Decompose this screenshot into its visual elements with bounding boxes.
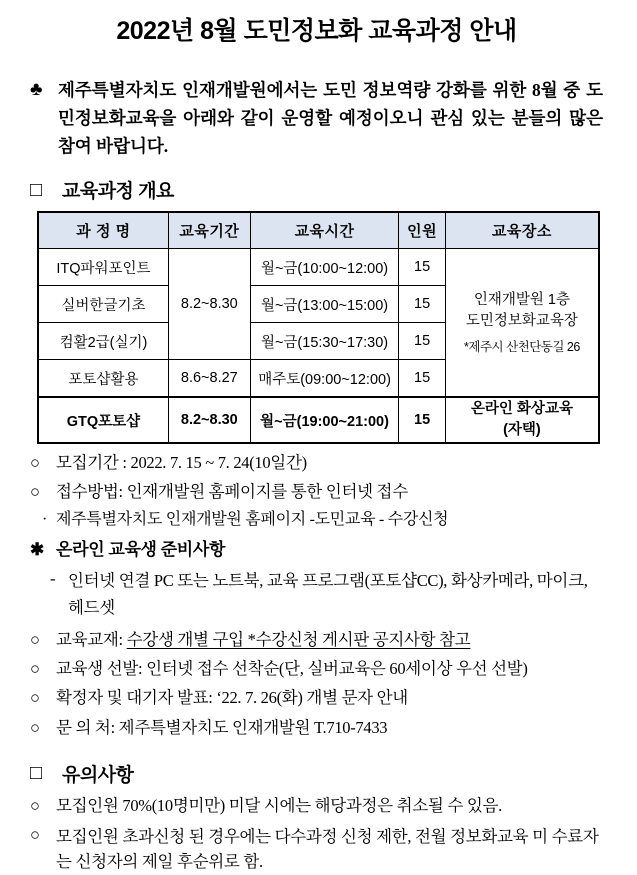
notice-textbook [30, 629, 603, 650]
square-bullet-icon: □ [30, 762, 42, 785]
circle-bullet-icon: ○ [30, 630, 40, 650]
cell-seats: 15 [399, 249, 445, 286]
notice-contact [30, 717, 603, 738]
cell-course: 실버한글기초 [38, 286, 168, 323]
notice-prep-detail [50, 568, 603, 621]
cell-seats: 15 [399, 397, 445, 443]
notice-text: 문 의 처: 제주특별자치도 인재개발원 T.710-7433 [56, 717, 388, 737]
section-title: 유의사항 [62, 764, 134, 786]
header-location: 교육장소 [445, 212, 599, 249]
cell-period-merged: 8.2~8.30 [168, 249, 250, 360]
square-bullet-icon: □ [30, 178, 42, 201]
circle-bullet-icon: ○ [30, 717, 40, 737]
circle-bullet-icon: ○ [30, 795, 40, 815]
cell-time: 월~금(19:00~21:00) [250, 397, 399, 443]
cell-seats: 15 [399, 323, 445, 360]
intro-paragraph [30, 76, 603, 160]
section-header-caution [30, 760, 603, 787]
cell-course: 포토샵활용 [38, 360, 168, 398]
header-time: 교육시간 [250, 212, 399, 249]
online-location-line2: (자택) [503, 422, 541, 439]
cell-time: 월~금(15:30~17:30) [250, 323, 399, 360]
notice-apply-method [30, 481, 603, 502]
section-header-overview [30, 176, 603, 203]
notice-text: 모집기간 : 2022. 7. 15 ~ 7. 24(10일간) [56, 453, 307, 473]
notice-text: 확정자 및 대기자 발표: ‘22. 7. 26(화) 개별 문자 안내 [56, 688, 408, 708]
cell-course: GTQ포토샵 [38, 397, 168, 443]
location-line2: 도민정보화교육장 [465, 313, 578, 329]
notice-apply-path [42, 510, 603, 530]
notice-announcement [30, 687, 603, 708]
dot-bullet-icon: · [42, 511, 48, 529]
caution-text: 모집인원 70%(10명미만) 미달 시에는 해당과정은 취소될 수 있음. [56, 795, 502, 815]
header-seats: 인원 [399, 212, 445, 249]
page-title: 2022년 8월 도민정보화 교육과정 안내 [116, 17, 517, 45]
textbook-underlined-text: 수강생 개별 구입 *수강신청 게시판 공지사항 참고 [126, 630, 471, 650]
asterisk-bullet-icon: ✱ [30, 539, 44, 559]
table-header-row [38, 212, 599, 249]
cell-course: 컴활2급(실기) [38, 323, 168, 360]
caution-text: 모집인원 초과신청 된 경우에는 다수과정 신청 제한, 전월 정보화교육 미 수료자는 신청자의 제일 후순위로 함. [56, 826, 599, 872]
caution-item [30, 824, 603, 875]
header-period: 교육기간 [168, 212, 250, 249]
notice-text [56, 629, 470, 650]
location-line1: 인재개발원 1층 [473, 291, 570, 308]
cell-location-online [445, 397, 599, 443]
circle-bullet-icon: ○ [30, 824, 40, 844]
intro-text: 제주특별자치도 인재개발원에서는 도민 정보역량 강화를 위한 8월 중 도민정보화교육을 아래와 같이 운영할 예정이오니 관심 있는 분들의 많은 참여 바랍니다. [58, 80, 603, 156]
header-course: 과 정 명 [38, 212, 168, 249]
table-row-gtq [38, 397, 599, 443]
cell-time: 월~금(10:00~12:00) [250, 249, 399, 286]
dash-bullet-icon: - [50, 569, 56, 589]
section-title: 교육과정 개요 [62, 181, 174, 202]
cell-seats: 15 [399, 360, 445, 398]
course-table [37, 211, 600, 444]
notice-text: 접수방법: 인재개발원 홈페이지를 통한 인터넷 접수 [56, 482, 408, 502]
notice-selection [30, 658, 603, 679]
cell-course: ITQ파워포인트 [38, 249, 168, 286]
notice-online-prep-header [30, 539, 603, 561]
cell-location-merged [445, 249, 599, 398]
cell-time: 월~금(13:00~15:00) [250, 286, 399, 323]
notice-recruit-period [30, 452, 603, 473]
cell-period: 8.6~8.27 [168, 360, 250, 398]
notice-text: 온라인 교육생 준비사항 [56, 539, 226, 559]
notice-text: 교육생 선발: 인터넷 접수 선착순(단, 실버교육은 60세이상 우선 선발) [56, 659, 528, 679]
notice-text: 제주특별자치도 인재개발원 홈페이지 -도민교육 - 수강신청 [56, 511, 449, 529]
circle-bullet-icon: ○ [30, 659, 40, 679]
circle-bullet-icon: ○ [30, 453, 40, 473]
circle-bullet-icon: ○ [30, 688, 40, 708]
cell-time: 매주토(09:00~12:00) [250, 360, 399, 398]
club-bullet-icon: ♣ [30, 79, 43, 100]
cell-period: 8.2~8.30 [168, 397, 250, 443]
circle-bullet-icon: ○ [30, 482, 40, 502]
textbook-label: 교육교재: [56, 630, 127, 650]
notice-text: 인터넷 연결 PC 또는 노트북, 교육 프로그램(포토샵CC), 화상카메라, 마이크, 헤드셋 [68, 571, 588, 617]
online-location-line1: 온라인 화상교육 [470, 401, 573, 417]
caution-item [30, 795, 603, 816]
table-row [38, 249, 599, 286]
cell-seats: 15 [399, 286, 445, 323]
location-note: *제주시 산천단동길 26 [464, 340, 580, 355]
